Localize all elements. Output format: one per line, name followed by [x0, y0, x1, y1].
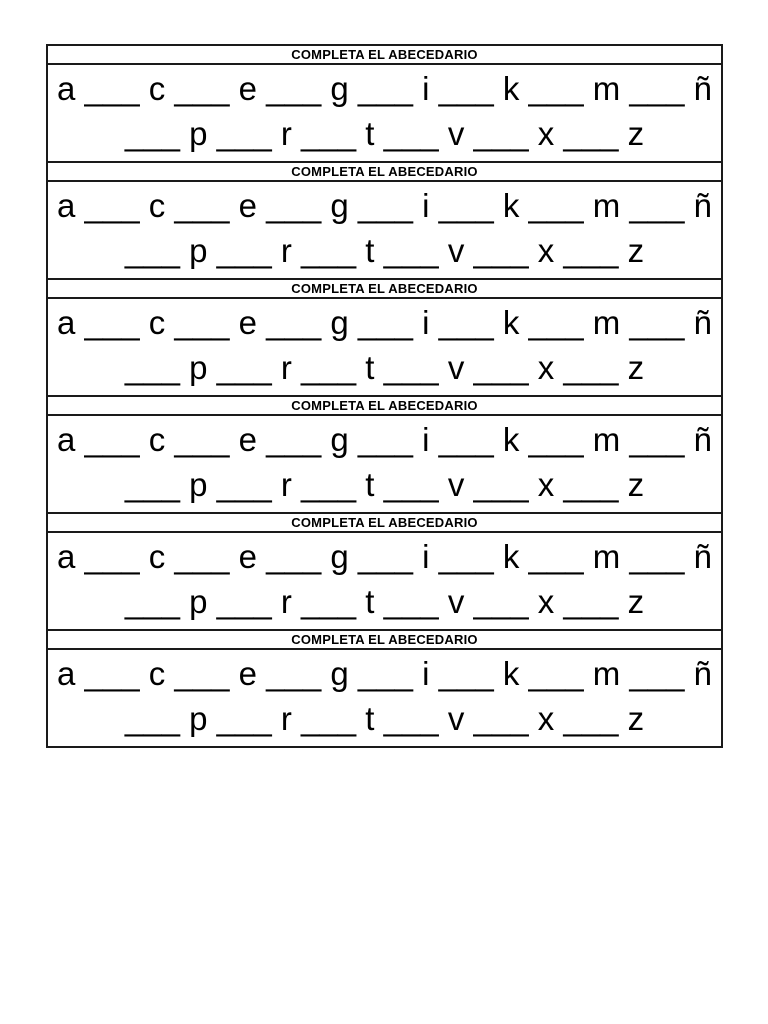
alphabet-line-1: a ___ c ___ e ___ g ___ i ___ k ___ m ___ ñ: [56, 187, 712, 224]
section-title: COMPLETA EL ABECEDARIO: [48, 278, 721, 299]
alphabet-line-2: ___ p ___ r ___ t ___ v ___ x ___ z: [124, 349, 645, 386]
worksheet-section: [48, 512, 721, 629]
section-title: COMPLETA EL ABECEDARIO: [48, 46, 721, 65]
section-body: [48, 65, 721, 161]
section-title: COMPLETA EL ABECEDARIO: [48, 512, 721, 533]
section-body: [48, 650, 721, 746]
worksheet-section: [48, 395, 721, 512]
section-body: [48, 182, 721, 278]
alphabet-line-2: ___ p ___ r ___ t ___ v ___ x ___ z: [124, 583, 645, 620]
alphabet-line-1: a ___ c ___ e ___ g ___ i ___ k ___ m ___ ñ: [56, 70, 712, 107]
section-title: COMPLETA EL ABECEDARIO: [48, 395, 721, 416]
alphabet-line-2: ___ p ___ r ___ t ___ v ___ x ___ z: [124, 700, 645, 737]
section-body: [48, 416, 721, 512]
alphabet-line-1: a ___ c ___ e ___ g ___ i ___ k ___ m ___ ñ: [56, 538, 712, 575]
alphabet-line-2: ___ p ___ r ___ t ___ v ___ x ___ z: [124, 115, 645, 152]
section-body: [48, 299, 721, 395]
alphabet-line-2: ___ p ___ r ___ t ___ v ___ x ___ z: [124, 466, 645, 503]
alphabet-worksheet-table: [46, 44, 723, 748]
section-title: COMPLETA EL ABECEDARIO: [48, 161, 721, 182]
alphabet-line-1: a ___ c ___ e ___ g ___ i ___ k ___ m ___ ñ: [56, 421, 712, 458]
worksheet-section: [48, 278, 721, 395]
worksheet-section: [48, 46, 721, 161]
section-body: [48, 533, 721, 629]
worksheet-section: [48, 161, 721, 278]
worksheet-section: [48, 629, 721, 746]
section-title: COMPLETA EL ABECEDARIO: [48, 629, 721, 650]
alphabet-line-1: a ___ c ___ e ___ g ___ i ___ k ___ m ___ ñ: [56, 655, 712, 692]
alphabet-line-1: a ___ c ___ e ___ g ___ i ___ k ___ m ___ ñ: [56, 304, 712, 341]
alphabet-line-2: ___ p ___ r ___ t ___ v ___ x ___ z: [124, 232, 645, 269]
